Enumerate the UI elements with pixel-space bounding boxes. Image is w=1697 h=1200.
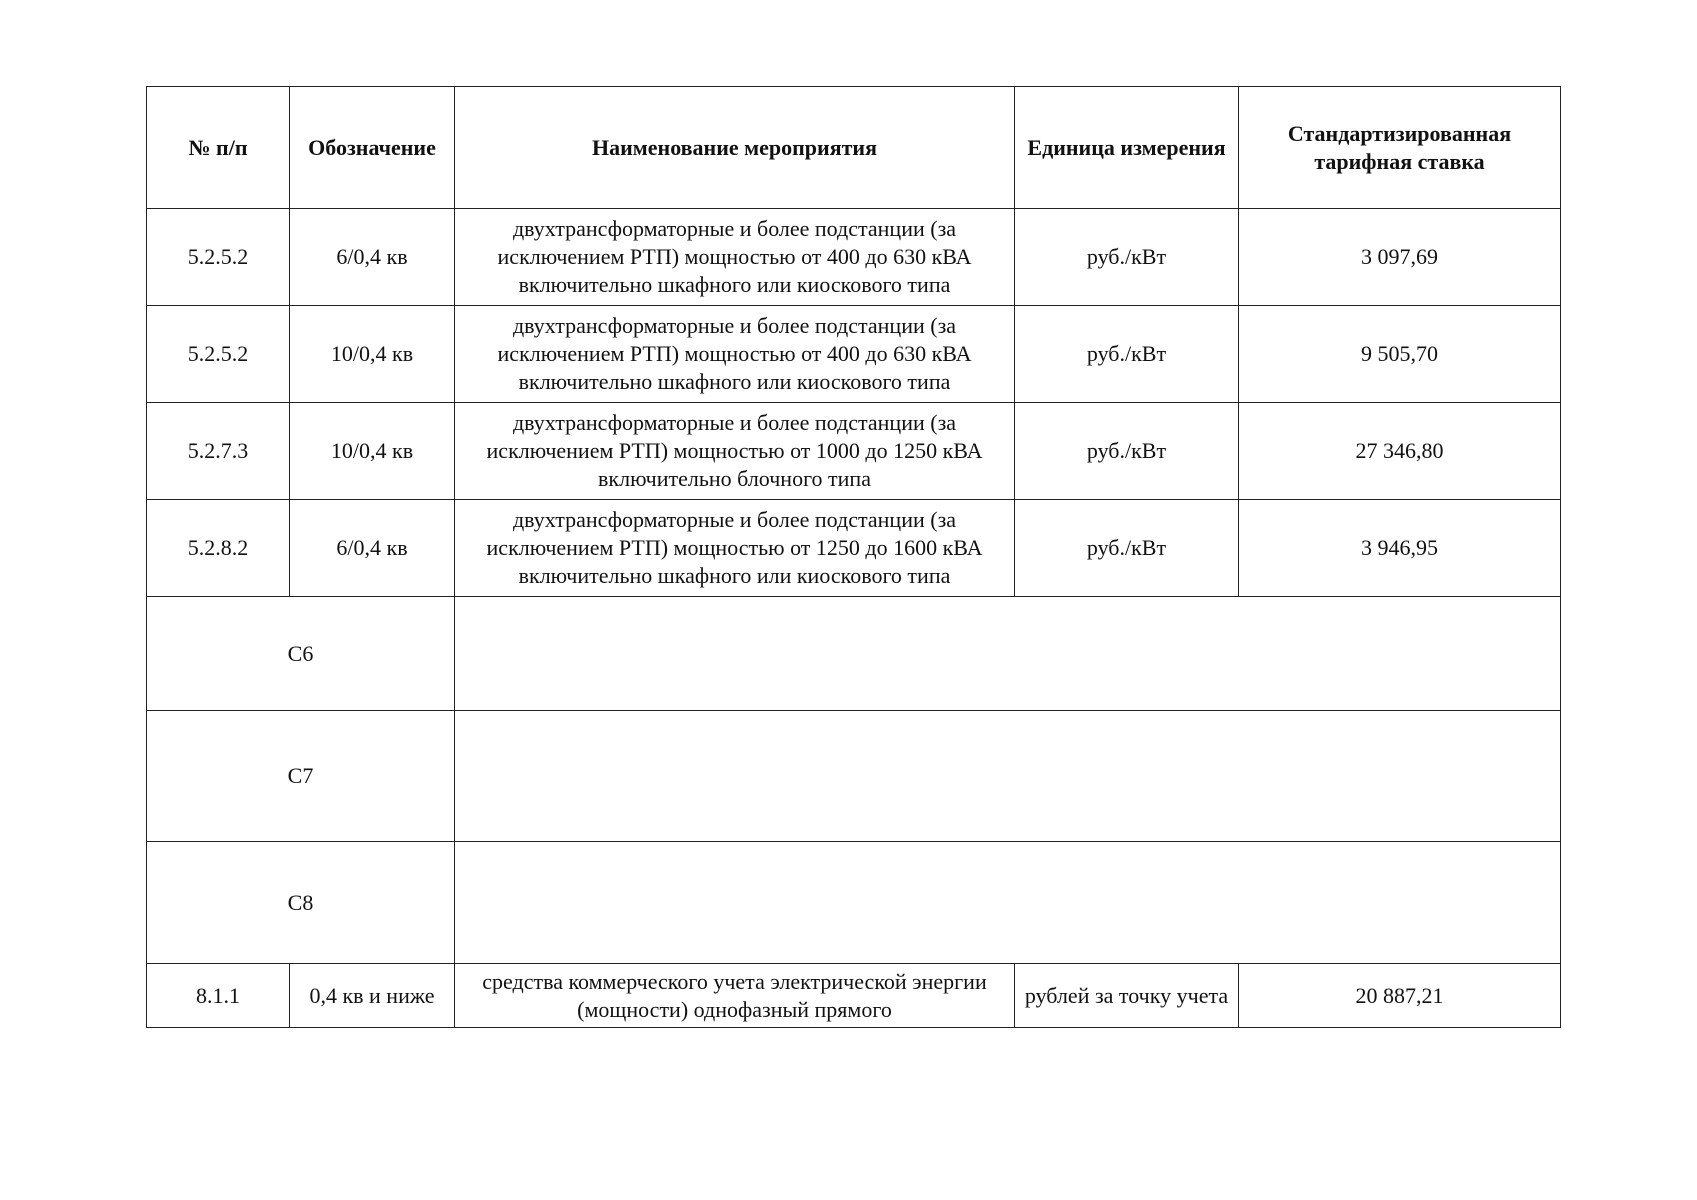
section-row: [147, 597, 1561, 711]
cell-designation: 6/0,4 кв: [290, 500, 455, 597]
cell-designation: 6/0,4 кв: [290, 209, 455, 306]
cell-unit: руб./кВт: [1015, 403, 1239, 500]
cell-name: средства коммерческого учета электрической энергии (мощности) однофазный прямого: [455, 964, 1015, 1028]
cell-num: 8.1.1: [147, 964, 290, 1028]
header-unit: Единица измерения: [1015, 87, 1239, 209]
cell-unit: руб./кВт: [1015, 500, 1239, 597]
section-row: [147, 842, 1561, 964]
table-row: [147, 403, 1561, 500]
tariff-table: [146, 86, 1561, 1028]
cell-name: двухтрансформаторные и более подстанции (за исключением РТП) мощностью от 400 до 630 кВА включительно шкафного или киоскового типа: [455, 306, 1015, 403]
cell-num: 5.2.7.3: [147, 403, 290, 500]
cell-name: двухтрансформаторные и более подстанции (за исключением РТП) мощностью от 1250 до 1600 кВА включительно шкафного или киоскового типа: [455, 500, 1015, 597]
cell-rate: 9 505,70: [1239, 306, 1561, 403]
table-row: [147, 306, 1561, 403]
cell-rate: 27 346,80: [1239, 403, 1561, 500]
cell-unit: руб./кВт: [1015, 209, 1239, 306]
cell-num: 5.2.5.2: [147, 209, 290, 306]
header-row: [147, 87, 1561, 209]
cell-name: двухтрансформаторные и более подстанции (за исключением РТП) мощностью от 400 до 630 кВА включительно шкафного или киоскового типа: [455, 209, 1015, 306]
section-code: С6: [147, 597, 455, 711]
header-name: Наименование мероприятия: [455, 87, 1015, 209]
cell-designation: 10/0,4 кв: [290, 306, 455, 403]
cell-rate: 3 097,69: [1239, 209, 1561, 306]
cell-rate: 20 887,21: [1239, 964, 1561, 1028]
cell-num: 5.2.5.2: [147, 306, 290, 403]
section-empty-cell: [455, 842, 1561, 964]
cell-num: 5.2.8.2: [147, 500, 290, 597]
header-rate: Стандартизированная тарифная ставка: [1239, 87, 1561, 209]
section-code: С7: [147, 711, 455, 842]
cell-rate: 3 946,95: [1239, 500, 1561, 597]
cell-unit: рублей за точку учета: [1015, 964, 1239, 1028]
header-designation: Обозначение: [290, 87, 455, 209]
section-row: [147, 711, 1561, 842]
cell-unit: руб./кВт: [1015, 306, 1239, 403]
cell-designation: 10/0,4 кв: [290, 403, 455, 500]
header-num: № п/п: [147, 87, 290, 209]
section-code: С8: [147, 842, 455, 964]
table-row: [147, 500, 1561, 597]
cell-designation: 0,4 кв и ниже: [290, 964, 455, 1028]
section-empty-cell: [455, 711, 1561, 842]
cell-name: двухтрансформаторные и более подстанции (за исключением РТП) мощностью от 1000 до 1250 кВА включительно блочного типа: [455, 403, 1015, 500]
table-row: [147, 209, 1561, 306]
section-empty-cell: [455, 597, 1561, 711]
table-row: [147, 964, 1561, 1028]
